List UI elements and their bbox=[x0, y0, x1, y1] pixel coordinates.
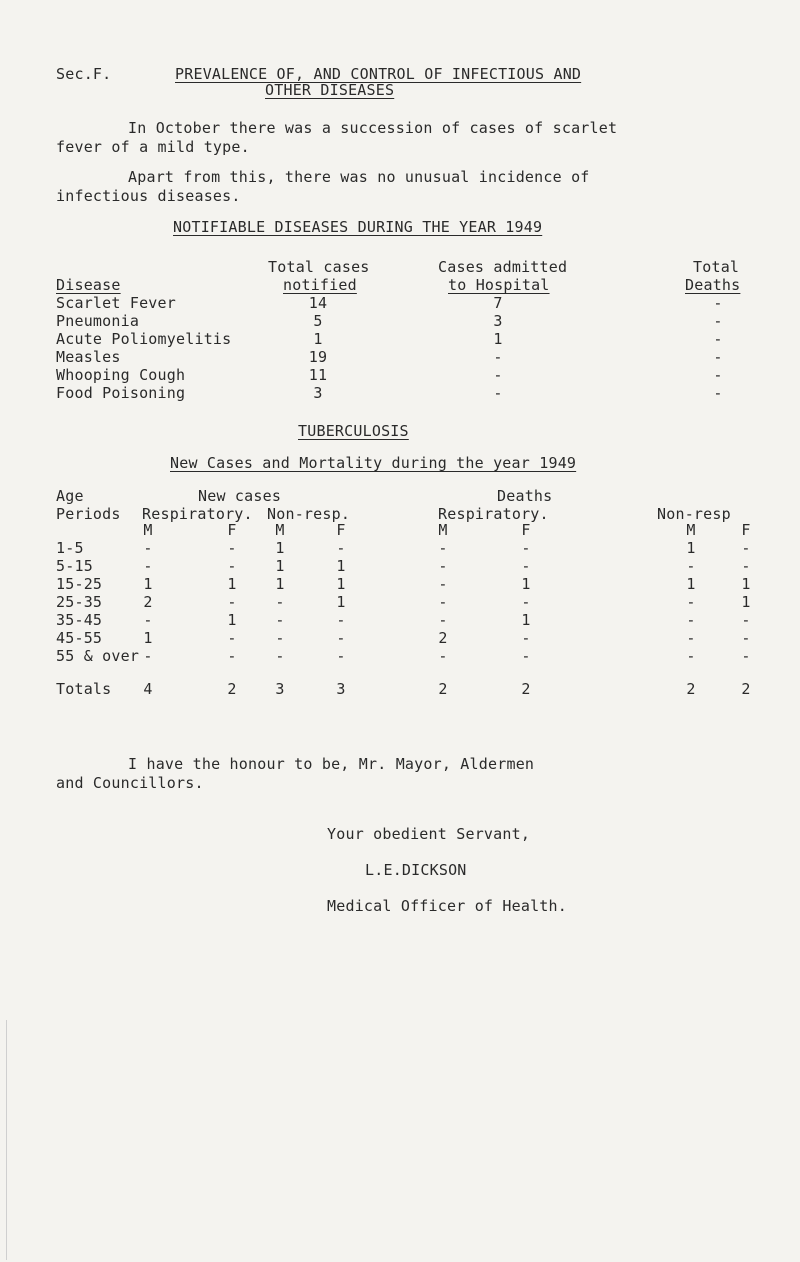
tb-header-new-cases: New cases bbox=[198, 487, 282, 505]
tb-cell: - bbox=[336, 539, 346, 557]
cases-notified: 1 bbox=[313, 330, 323, 348]
tb-age-period: 1-5 bbox=[56, 539, 84, 557]
tb-cell: - bbox=[275, 629, 285, 647]
tuberculosis-subtitle: New Cases and Mortality during the year 1949 bbox=[170, 454, 577, 472]
paragraph-incidence: Apart from this, there was no unusual incidence of bbox=[128, 168, 590, 186]
cases-notified: 5 bbox=[313, 312, 323, 330]
tb-cell: - bbox=[143, 611, 153, 629]
tb-subheader-m: M bbox=[686, 521, 696, 539]
tb-cell: - bbox=[686, 557, 696, 575]
header-admitted-1: Cases admitted bbox=[438, 258, 568, 276]
tb-cell: - bbox=[521, 629, 531, 647]
tb-header-deaths: Deaths bbox=[497, 487, 553, 505]
tb-cell: - bbox=[227, 647, 237, 665]
tb-header-nonresp-new: Non-resp. bbox=[267, 505, 351, 523]
tb-cell: - bbox=[227, 629, 237, 647]
tb-cell: - bbox=[521, 647, 531, 665]
tb-cell: - bbox=[336, 611, 346, 629]
tb-age-period: 25-35 bbox=[56, 593, 103, 611]
disease-name: Acute Poliomyelitis bbox=[56, 330, 232, 348]
disease-name: Pneumonia bbox=[56, 312, 140, 330]
tb-cell: 1 bbox=[336, 557, 346, 575]
tb-cell: - bbox=[143, 557, 153, 575]
cases-admitted: - bbox=[493, 348, 503, 366]
section-label: Sec.F. bbox=[56, 65, 112, 83]
total-deaths: - bbox=[713, 366, 723, 384]
tb-age-period: 5-15 bbox=[56, 557, 93, 575]
tb-cell: 1 bbox=[227, 575, 237, 593]
tb-cell: - bbox=[741, 611, 751, 629]
tb-cell: - bbox=[336, 629, 346, 647]
signature-name: L.E.DICKSON bbox=[365, 861, 467, 879]
tb-cell: - bbox=[143, 647, 153, 665]
tb-cell: 1 bbox=[227, 611, 237, 629]
tb-subheader-f: F bbox=[336, 521, 346, 539]
tb-cell: 1 bbox=[275, 557, 285, 575]
cases-admitted: - bbox=[493, 384, 503, 402]
signoff: Your obedient Servant, bbox=[327, 825, 531, 843]
tb-total-cell: 2 bbox=[741, 680, 751, 698]
tb-cell: - bbox=[521, 539, 531, 557]
cases-admitted: - bbox=[493, 366, 503, 384]
paragraph-scarlet-fever-cont: fever of a mild type. bbox=[56, 138, 250, 156]
tb-cell: - bbox=[227, 539, 237, 557]
page-heading-line2: OTHER DISEASES bbox=[265, 81, 395, 99]
tb-age-period: 35-45 bbox=[56, 611, 103, 629]
header-deaths-1: Total bbox=[693, 258, 740, 276]
tb-cell: - bbox=[227, 557, 237, 575]
page-edge-shadow bbox=[6, 1020, 7, 1260]
tb-cell: 1 bbox=[275, 539, 285, 557]
tb-cell: - bbox=[336, 647, 346, 665]
tb-cell: - bbox=[741, 647, 751, 665]
tb-cell: 1 bbox=[521, 611, 531, 629]
closing-line: I have the honour to be, Mr. Mayor, Aldermen bbox=[128, 755, 535, 773]
tb-total-cell: 2 bbox=[227, 680, 237, 698]
disease-name: Measles bbox=[56, 348, 121, 366]
tb-age-period: 15-25 bbox=[56, 575, 103, 593]
tb-subheader-m: M bbox=[438, 521, 448, 539]
tb-cell: - bbox=[521, 557, 531, 575]
tb-cell: - bbox=[438, 647, 448, 665]
total-deaths: - bbox=[713, 330, 723, 348]
total-deaths: - bbox=[713, 294, 723, 312]
cases-notified: 11 bbox=[308, 366, 328, 384]
tb-cell: 1 bbox=[741, 593, 751, 611]
tb-cell: 1 bbox=[143, 575, 153, 593]
tb-cell: 1 bbox=[686, 575, 696, 593]
tb-subheader-f: F bbox=[227, 521, 237, 539]
tb-cell: - bbox=[438, 539, 448, 557]
tb-cell: 2 bbox=[143, 593, 153, 611]
tb-cell: - bbox=[143, 539, 153, 557]
tb-subheader-m: M bbox=[143, 521, 153, 539]
tb-cell: - bbox=[686, 629, 696, 647]
tb-cell: - bbox=[438, 557, 448, 575]
tb-cell: - bbox=[741, 629, 751, 647]
disease-name: Scarlet Fever bbox=[56, 294, 176, 312]
tb-subheader-f: F bbox=[741, 521, 751, 539]
tb-cell: 2 bbox=[438, 629, 448, 647]
tb-cell: - bbox=[741, 557, 751, 575]
header-notified-1: Total cases bbox=[268, 258, 370, 276]
tb-cell: 1 bbox=[336, 575, 346, 593]
tb-age-period: 45-55 bbox=[56, 629, 103, 647]
tb-cell: - bbox=[275, 611, 285, 629]
signature-title: Medical Officer of Health. bbox=[327, 897, 567, 915]
tb-subheader-m: M bbox=[275, 521, 285, 539]
tb-totals-label: Totals bbox=[56, 680, 112, 698]
closing-line-cont: and Councillors. bbox=[56, 774, 204, 792]
paragraph-incidence-cont: infectious diseases. bbox=[56, 187, 241, 205]
tb-header-resp-new: Respiratory. bbox=[142, 505, 253, 523]
tb-total-cell: 3 bbox=[275, 680, 285, 698]
total-deaths: - bbox=[713, 348, 723, 366]
tb-cell: 1 bbox=[336, 593, 346, 611]
tb-cell: - bbox=[438, 593, 448, 611]
tb-header-resp-deaths: Respiratory. bbox=[438, 505, 549, 523]
header-deaths-2: Deaths bbox=[685, 276, 741, 294]
cases-notified: 14 bbox=[308, 294, 328, 312]
tb-cell: 1 bbox=[741, 575, 751, 593]
tb-cell: - bbox=[438, 611, 448, 629]
header-notified-2: notified bbox=[283, 276, 357, 294]
cases-admitted: 1 bbox=[493, 330, 503, 348]
tb-total-cell: 4 bbox=[143, 680, 153, 698]
tuberculosis-title: TUBERCULOSIS bbox=[298, 422, 409, 440]
cases-notified: 3 bbox=[313, 384, 323, 402]
tb-cell: - bbox=[275, 647, 285, 665]
header-admitted-2: to Hospital bbox=[448, 276, 550, 294]
tb-cell: 1 bbox=[686, 539, 696, 557]
cases-admitted: 7 bbox=[493, 294, 503, 312]
tb-cell: 1 bbox=[275, 575, 285, 593]
tb-total-cell: 2 bbox=[438, 680, 448, 698]
notifiable-diseases-title: NOTIFIABLE DISEASES DURING THE YEAR 1949 bbox=[173, 218, 543, 236]
total-deaths: - bbox=[713, 384, 723, 402]
tb-header-periods: Periods bbox=[56, 505, 121, 523]
tb-cell: - bbox=[741, 539, 751, 557]
disease-name: Food Poisoning bbox=[56, 384, 186, 402]
tb-age-period: 55 & over bbox=[56, 647, 140, 665]
paragraph-scarlet-fever: In October there was a succession of cases of scarlet bbox=[128, 119, 618, 137]
tb-cell: - bbox=[686, 593, 696, 611]
tb-subheader-f: F bbox=[521, 521, 531, 539]
total-deaths: - bbox=[713, 312, 723, 330]
tb-header-nonresp-deaths: Non-resp bbox=[657, 505, 731, 523]
tb-cell: - bbox=[521, 593, 531, 611]
header-disease: Disease bbox=[56, 276, 121, 294]
page-heading: PREVALENCE OF, AND CONTROL OF INFECTIOUS AND bbox=[175, 65, 582, 83]
disease-name: Whooping Cough bbox=[56, 366, 186, 384]
tb-cell: - bbox=[438, 575, 448, 593]
tb-total-cell: 3 bbox=[336, 680, 346, 698]
cases-notified: 19 bbox=[308, 348, 328, 366]
tb-cell: 1 bbox=[521, 575, 531, 593]
tb-cell: - bbox=[227, 593, 237, 611]
tb-cell: - bbox=[686, 647, 696, 665]
tb-cell: - bbox=[275, 593, 285, 611]
tb-cell: 1 bbox=[143, 629, 153, 647]
tb-header-age: Age bbox=[56, 487, 84, 505]
tb-total-cell: 2 bbox=[686, 680, 696, 698]
tb-total-cell: 2 bbox=[521, 680, 531, 698]
cases-admitted: 3 bbox=[493, 312, 503, 330]
tb-cell: - bbox=[686, 611, 696, 629]
